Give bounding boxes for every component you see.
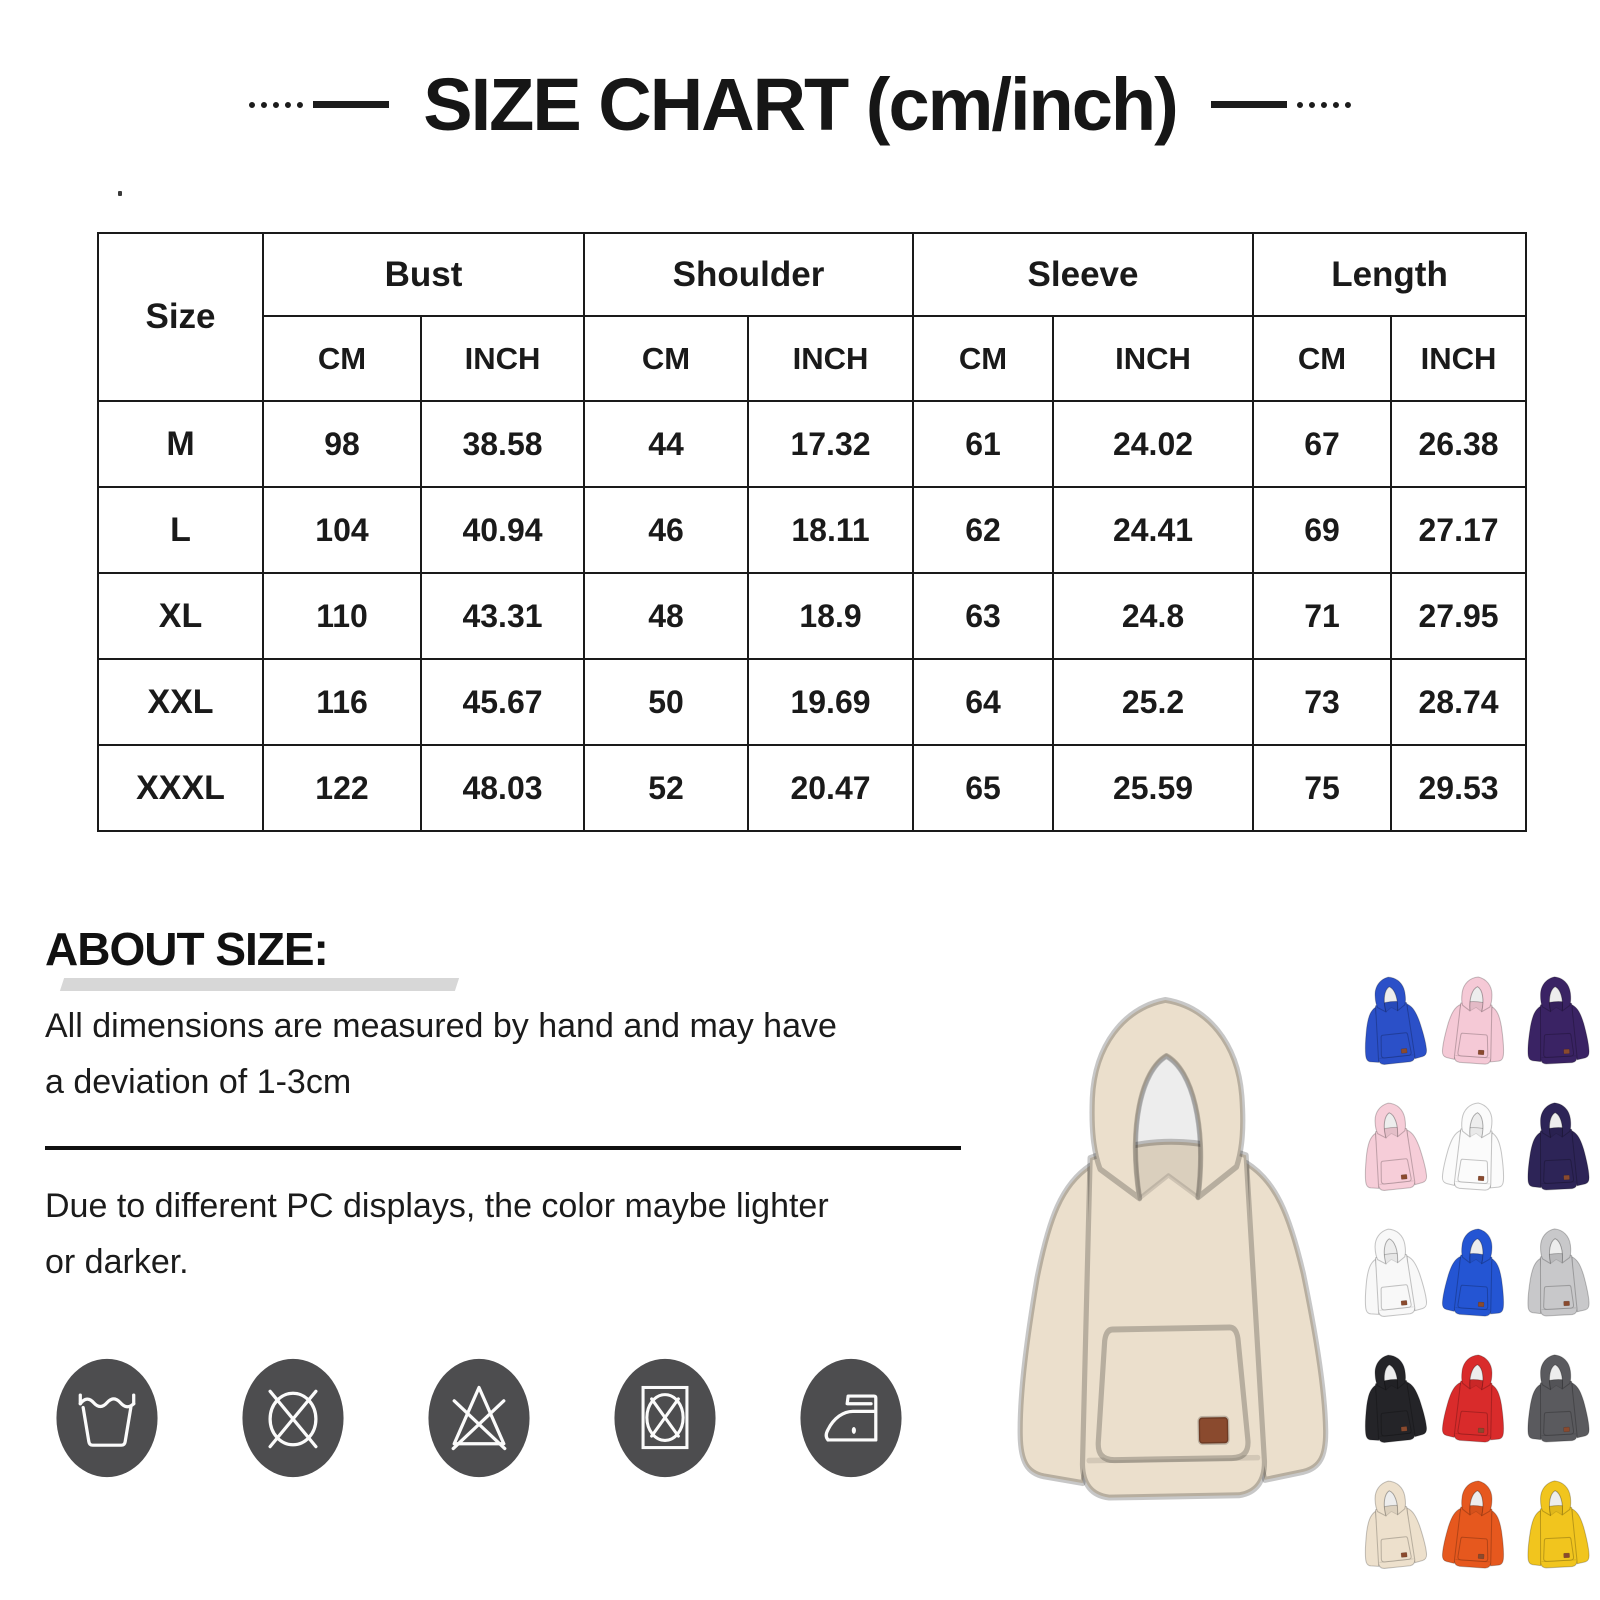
- do-not-dry-clean-icon: [240, 1356, 346, 1480]
- measurement-cell: 104: [263, 487, 421, 573]
- title-decoration-right: [1211, 101, 1351, 108]
- do-not-bleach-icon: [426, 1356, 532, 1480]
- hero-hoodie-image: [970, 982, 1370, 1549]
- measurement-cell: 67: [1253, 401, 1391, 487]
- shoulder-group-header: Shoulder: [584, 233, 913, 316]
- measurement-cell: 19.69: [748, 659, 913, 745]
- size-label: XXXL: [98, 745, 263, 831]
- about-paragraph-1-line-1: All dimensions are measured by hand and may have: [45, 1007, 837, 1045]
- size-row-xl: [98, 573, 1526, 659]
- measurement-cell: 27.95: [1391, 573, 1526, 659]
- title-row: [0, 62, 1600, 147]
- measurement-cell: 48.03: [421, 745, 584, 831]
- size-row-xxl: [98, 659, 1526, 745]
- unit-header: INCH: [1053, 316, 1253, 401]
- measurement-cell: 71: [1253, 573, 1391, 659]
- about-paragraph-2-line-1: Due to different PC displays, the color maybe lighter: [45, 1187, 829, 1225]
- size-label: M: [98, 401, 263, 487]
- measurement-cell: 46: [584, 487, 748, 573]
- size-table: [97, 232, 1527, 832]
- measurement-cell: 48: [584, 573, 748, 659]
- dotted-dash-icon: [1297, 102, 1351, 108]
- measurement-cell: 24.8: [1053, 573, 1253, 659]
- about-paragraph-1: [45, 998, 1005, 1110]
- care-icons-row: [54, 1356, 904, 1480]
- measurement-cell: 63: [913, 573, 1053, 659]
- measurement-cell: 110: [263, 573, 421, 659]
- unit-header: CM: [913, 316, 1053, 401]
- measurement-cell: 29.53: [1391, 745, 1526, 831]
- length-group-header: Length: [1253, 233, 1526, 316]
- measurement-cell: 61: [913, 401, 1053, 487]
- machine-wash-icon: [54, 1356, 160, 1480]
- size-row-m: [98, 401, 1526, 487]
- measurement-cell: 73: [1253, 659, 1391, 745]
- iron-icon: [798, 1356, 904, 1480]
- hoodie-swatch-pink: [1432, 968, 1517, 1077]
- size-row-l: [98, 487, 1526, 573]
- measurement-cell: 69: [1253, 487, 1391, 573]
- about-paragraph-2: [45, 1178, 1005, 1290]
- hoodie-swatch-beige: [1349, 1471, 1437, 1583]
- measurement-cell: 27.17: [1391, 487, 1526, 573]
- measurement-cell: 40.94: [421, 487, 584, 573]
- unit-header: INCH: [421, 316, 584, 401]
- about-paragraph-2-line-2: or darker.: [45, 1243, 189, 1281]
- measurement-cell: 24.41: [1053, 487, 1253, 573]
- measurement-cell: 45.67: [421, 659, 584, 745]
- measurement-cell: 24.02: [1053, 401, 1253, 487]
- measurement-cell: 65: [913, 745, 1053, 831]
- hoodie-swatch-black: [1349, 1345, 1437, 1457]
- section-divider: [45, 1146, 961, 1150]
- table-unit-header-row: [98, 316, 1526, 401]
- measurement-cell: 116: [263, 659, 421, 745]
- hoodie-swatch-blue: [1349, 967, 1437, 1079]
- do-not-tumble-dry-icon: [612, 1356, 718, 1480]
- measurement-cell: 18.9: [748, 573, 913, 659]
- size-label: XXL: [98, 659, 263, 745]
- hoodie-swatch-gray: [1515, 1221, 1598, 1329]
- hoodie-swatch-purple: [1515, 969, 1598, 1077]
- unit-header: CM: [263, 316, 421, 401]
- hoodie-swatch-red: [1432, 1346, 1517, 1455]
- stray-mark: [118, 191, 122, 196]
- size-row-xxxl: [98, 745, 1526, 831]
- measurement-cell: 26.38: [1391, 401, 1526, 487]
- hoodie-swatch-darkgray: [1515, 1347, 1598, 1455]
- size-label: L: [98, 487, 263, 573]
- measurement-cell: 18.11: [748, 487, 913, 573]
- solid-dash-icon: [1211, 101, 1287, 108]
- measurement-cell: 44: [584, 401, 748, 487]
- table-group-header-row: [98, 233, 1526, 316]
- bust-group-header: Bust: [263, 233, 584, 316]
- hoodie-swatch-blue: [1432, 1220, 1517, 1329]
- size-label: XL: [98, 573, 263, 659]
- solid-dash-icon: [313, 101, 389, 108]
- unit-header: INCH: [1391, 316, 1526, 401]
- unit-header: INCH: [748, 316, 913, 401]
- measurement-cell: 62: [913, 487, 1053, 573]
- page-title: SIZE CHART (cm/inch): [423, 63, 1177, 146]
- measurement-cell: 25.2: [1053, 659, 1253, 745]
- measurement-cell: 122: [263, 745, 421, 831]
- unit-header: CM: [584, 316, 748, 401]
- hoodie-swatch-pink: [1349, 1093, 1437, 1205]
- measurement-cell: 20.47: [748, 745, 913, 831]
- hoodie-swatch-white: [1349, 1219, 1437, 1331]
- measurement-cell: 75: [1253, 745, 1391, 831]
- measurement-cell: 50: [584, 659, 748, 745]
- sleeve-group-header: Sleeve: [913, 233, 1253, 316]
- about-size-heading: ABOUT SIZE:: [45, 923, 328, 975]
- unit-header: CM: [1253, 316, 1391, 401]
- measurement-cell: 38.58: [421, 401, 584, 487]
- dotted-dash-icon: [249, 102, 303, 108]
- hoodie-color-grid: [1352, 960, 1598, 1592]
- measurement-cell: 98: [263, 401, 421, 487]
- measurement-cell: 64: [913, 659, 1053, 745]
- measurement-cell: 52: [584, 745, 748, 831]
- about-paragraph-1-line-2: a deviation of 1-3cm: [45, 1063, 352, 1101]
- hoodie-swatch-white: [1432, 1094, 1517, 1203]
- hoodie-swatch-orange: [1432, 1472, 1517, 1581]
- measurement-cell: 28.74: [1391, 659, 1526, 745]
- measurement-cell: 25.59: [1053, 745, 1253, 831]
- measurement-cell: 43.31: [421, 573, 584, 659]
- measurement-cell: 17.32: [748, 401, 913, 487]
- title-decoration-left: [249, 101, 389, 108]
- hoodie-swatch-yellow: [1515, 1473, 1598, 1581]
- heading-highlight: [60, 978, 459, 991]
- hoodie-swatch-navy: [1515, 1095, 1598, 1203]
- size-column-header: Size: [98, 233, 263, 401]
